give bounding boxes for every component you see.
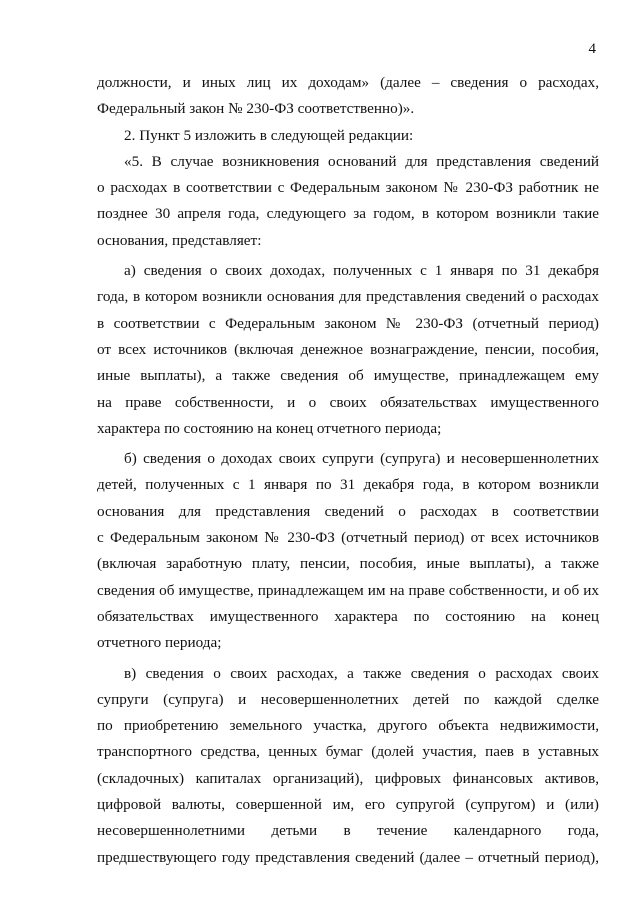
text-line: сведения об имуществе, принадлежащем им на праве собственности, и об их: [97, 581, 599, 599]
text-line: на праве собственности, и о своих обязательствах имущественного: [97, 393, 599, 411]
paragraph: [97, 661, 599, 871]
paragraph: [97, 149, 599, 254]
paragraph: [97, 446, 599, 656]
text-line: 2. Пункт 5 изложить в следующей редакции:: [124, 126, 414, 144]
text-line: основания, представляет:: [97, 231, 262, 249]
text-line: предшествующего году представления сведений (далее – отчетный период),: [97, 848, 599, 866]
text-line: в соответствии с Федеральным законом № 230-ФЗ (отчетный период): [97, 314, 599, 332]
text-line: с Федеральным законом № 230-ФЗ (отчетный период) от всех источников: [97, 529, 599, 547]
text-line: цифровой валюты, совершенной им, его супругой (супругом) и (или): [97, 796, 599, 814]
text-line: а) сведения о своих доходах, полученных с 1 января по 31 декабря: [124, 262, 599, 280]
text-line: отчетного периода;: [97, 634, 222, 652]
page-number: 4: [588, 41, 596, 57]
text-line: супруги (супруга) и несовершеннолетних детей по каждой сделке: [97, 690, 599, 708]
text-line: обязательствах имущественного характера по состоянию на конец: [97, 607, 599, 625]
text-line: «5. В случае возникновения оснований для представления сведений: [124, 152, 599, 170]
text-line: (складочных) капиталах организаций), цифровых финансовых активов,: [97, 769, 599, 787]
paragraph: [97, 123, 599, 149]
text-line: б) сведения о доходах своих супруги (супруга) и несовершеннолетних: [124, 450, 599, 468]
text-line: основания для представления сведений о расходах в соответствии: [97, 502, 599, 520]
text-line: детей, полученных с 1 января по 31 декабря года, в котором возникли: [97, 476, 599, 494]
text-line: в) сведения о своих расходах, а также сведения о расходах своих: [124, 664, 599, 682]
document-body: [97, 70, 599, 871]
text-line: позднее 30 апреля года, следующего за годом, в котором возникли такие: [97, 205, 599, 223]
paragraph: [97, 258, 599, 442]
text-line: характера по состоянию на конец отчетного периода;: [97, 419, 442, 437]
text-line: иные выплаты), а также сведения об имуществе, принадлежащем ему: [97, 367, 599, 385]
text-line: несовершеннолетними детьми в течение календарного года,: [97, 822, 599, 840]
text-line: о расходах в соответствии с Федеральным законом № 230-ФЗ работник не: [97, 179, 599, 197]
text-line: от всех источников (включая денежное вознаграждение, пенсии, пособия,: [97, 340, 599, 358]
text-line: Федеральный закон № 230-ФЗ соответственно)».: [97, 100, 415, 118]
text-line: по приобретению земельного участка, другого объекта недвижимости,: [97, 717, 599, 735]
paragraph: [97, 70, 599, 123]
text-line: транспортного средства, ценных бумаг (долей участия, паев в уставных: [97, 743, 599, 761]
text-line: (включая заработную плату, пенсии, пособия, иные выплаты), а также: [97, 555, 599, 573]
text-line: года, в котором возникли основания для представления сведений о расходах: [97, 288, 599, 306]
text-line: должности, и иных лиц их доходам» (далее – сведения о расходах,: [97, 74, 599, 91]
